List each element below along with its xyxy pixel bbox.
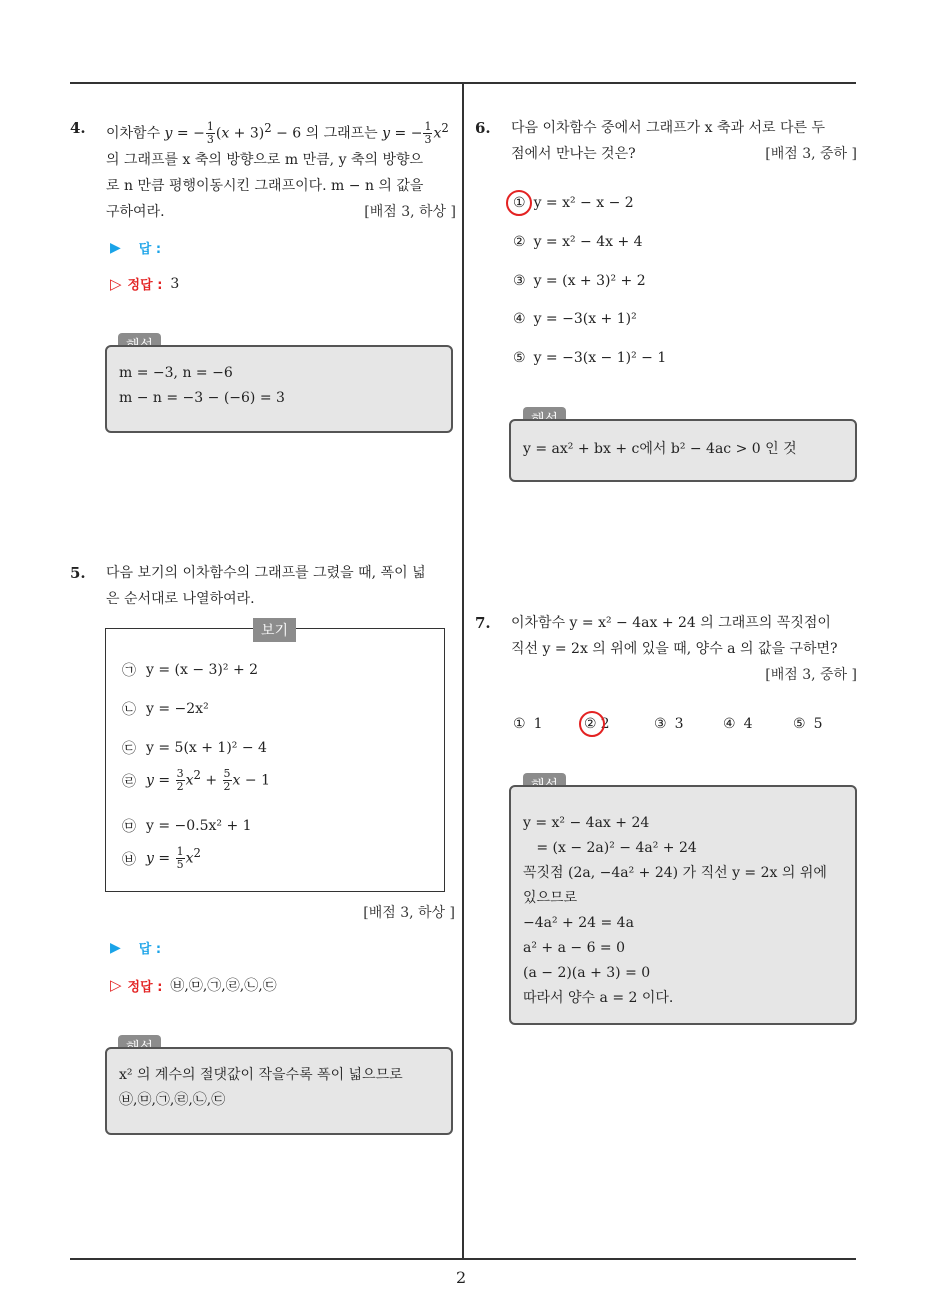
score-meta: [배점 3, 중하 ] xyxy=(765,667,857,683)
solution-line: ㉥,㉤,㉠,㉣,㉡,㉢ xyxy=(119,1092,226,1108)
option-3[interactable] xyxy=(654,716,683,732)
item-expr: y = −2x² xyxy=(146,701,209,717)
solution-line: 꼭짓점 (2a, −4a² + 24) 가 직선 y = 2x 의 위에 xyxy=(523,865,827,881)
solution-box xyxy=(509,785,857,1025)
column-divider xyxy=(462,84,464,1258)
option-expr: y = −3(x − 1)² − 1 xyxy=(533,350,667,366)
problem-text-line: 다음 보기의 이차함수의 그래프를 그렸을 때, 폭이 넓 xyxy=(106,565,426,581)
problem-text-line: 의 그래프는 xyxy=(301,125,383,142)
option-mark: ⑤ xyxy=(793,716,806,732)
solution-line: m − n = −3 − (−6) = 3 xyxy=(119,390,285,406)
solution-line: −4a² + 24 = 4a xyxy=(523,915,634,931)
solution-box xyxy=(105,345,453,433)
solution-line: a² + a − 6 = 0 xyxy=(523,940,626,956)
item-expr: y = $\frac{1}{5}$ $x^2$ xyxy=(146,845,201,872)
outline-triangle-icon: ▷ xyxy=(110,274,122,293)
solution-line: x² 의 계수의 절댓값이 작을수록 폭이 넓으므로 xyxy=(119,1067,403,1083)
problem-number: 7. xyxy=(475,614,491,632)
option-expr: y = (x + 3)² + 2 xyxy=(533,273,646,289)
play-triangle-icon: ▶ xyxy=(110,939,121,956)
problem-text xyxy=(511,115,857,167)
item-expr: y = 5(x + 1)² − 4 xyxy=(146,740,267,756)
score-meta: [배점 3, 하상 ] xyxy=(364,203,456,220)
option-value: 2 xyxy=(600,716,610,732)
problem-text-line: 직선 y = 2x 의 위에 있을 때, 양수 a 의 값을 구하면? xyxy=(511,641,838,657)
answer-label: 답 : xyxy=(138,942,162,957)
selected-circle-icon xyxy=(506,190,532,216)
problem-text-line: 의 그래프를 x 축의 방향으로 m 만큼, y 축의 방향으 xyxy=(106,151,424,168)
item-mark: ㉢ xyxy=(122,741,136,757)
bogi-item xyxy=(122,816,252,836)
option-expr: y = x² − x − 2 xyxy=(533,195,634,211)
option-5[interactable] xyxy=(793,716,822,732)
option-value: 3 xyxy=(674,716,684,732)
solution-line: = (x − 2a)² − 4a² + 24 xyxy=(523,840,697,856)
correct-answer-row xyxy=(110,274,179,293)
option-mark: ① xyxy=(513,195,526,211)
option-4[interactable] xyxy=(723,716,752,732)
problem-text-line: 다음 이차함수 중에서 그래프가 x 축과 서로 다른 두 xyxy=(511,120,825,136)
option-mark: ③ xyxy=(513,273,526,289)
item-mark: ㉡ xyxy=(122,702,136,718)
problem-text-line: 점에서 만나는 것은? xyxy=(511,146,636,162)
option-value: 1 xyxy=(533,716,543,732)
problem-text-line: 이차함수 xyxy=(106,125,165,142)
correct-value: ㉥,㉤,㉠,㉣,㉡,㉢ xyxy=(170,978,277,994)
option-mark: ① xyxy=(513,716,526,732)
correct-label: 정답 : xyxy=(127,979,163,995)
solution-line: y = x² − 4ax + 24 xyxy=(523,815,650,831)
problem-number: 5. xyxy=(70,564,86,582)
solution-line: 따라서 양수 a = 2 이다. xyxy=(523,990,674,1006)
correct-answer-row xyxy=(110,975,277,995)
bogi-item xyxy=(122,699,209,719)
item-mark: ㉤ xyxy=(122,819,136,835)
option-4[interactable] xyxy=(513,311,637,327)
bogi-item xyxy=(122,768,270,793)
solution-box xyxy=(509,419,857,482)
correct-value: 3 xyxy=(170,275,180,292)
solution-line: m = −3, n = −6 xyxy=(119,365,233,381)
item-expr: y = $\frac{3}{2}$ $x^2$ + $\frac{5}{2}$ x − 1 xyxy=(146,767,270,794)
item-mark: ㉠ xyxy=(122,663,136,679)
bogi-item xyxy=(122,660,258,680)
option-mark: ⑤ xyxy=(513,350,526,366)
option-mark: ② xyxy=(513,234,526,250)
correct-label: 정답 : xyxy=(127,278,163,293)
item-mark: ㉣ xyxy=(122,773,136,790)
bogi-item xyxy=(122,738,267,758)
problem-text xyxy=(511,610,857,688)
solution-line: 있으므로 xyxy=(523,890,578,906)
option-1[interactable] xyxy=(513,716,542,732)
option-mark: ③ xyxy=(654,716,667,732)
item-mark: ㉥ xyxy=(122,851,136,868)
option-3[interactable] xyxy=(513,273,646,289)
option-expr: y = x² − 4x + 4 xyxy=(533,234,643,250)
problem-text-line: 은 순서대로 나열하여라. xyxy=(106,591,255,607)
score-meta-row xyxy=(300,900,455,926)
problem-text-line: 구하여라. xyxy=(106,203,165,220)
page-number: 2 xyxy=(456,1268,467,1287)
problem-text: 이차함수 y = − $\frac{1}{3}$ $(x + 3)^2 - 6$ 의 그래프는 y = − $\frac{1}{3}$ $x^2$ 의 그래프를 x 축의 방향으로 m 만큼, y 축의 방향으 로 n 만큼 평행이동시킨 그래프이다. m − n 의 값을 구하여라. [배점 3, 하상 ] xyxy=(106,115,456,225)
option-mark: ④ xyxy=(723,716,736,732)
answer-row xyxy=(110,238,161,257)
item-expr: y = (x − 3)² + 2 xyxy=(146,662,259,678)
option-2[interactable] xyxy=(513,234,643,250)
bogi-tab: 보기 xyxy=(253,618,296,642)
option-expr: y = −3(x + 1)² xyxy=(533,311,637,327)
solution-line: y = ax² + bx + c에서 b² − 4ac > 0 인 것 xyxy=(523,441,797,457)
option-mark: ④ xyxy=(513,311,526,327)
option-mark: ② xyxy=(584,716,597,732)
bogi-item xyxy=(122,846,201,871)
score-meta: [배점 3, 중하 ] xyxy=(765,146,857,162)
problem-text xyxy=(106,560,456,612)
play-triangle-icon: ▶ xyxy=(110,239,121,256)
solution-line: (a − 2)(a + 3) = 0 xyxy=(523,965,651,981)
answer-row xyxy=(110,938,161,957)
solution-box xyxy=(105,1047,453,1135)
answer-label: 답 : xyxy=(138,242,162,257)
problem-text-line: 이차함수 y = x² − 4ax + 24 의 그래프의 꼭짓점이 xyxy=(511,615,831,631)
item-expr: y = −0.5x² + 1 xyxy=(146,818,252,834)
score-meta: [배점 3, 하상 ] xyxy=(363,905,455,921)
option-5[interactable] xyxy=(513,350,666,366)
problem-text-line: 로 n 만큼 평행이동시킨 그래프이다. m − n 의 값을 xyxy=(106,177,424,194)
option-value: 5 xyxy=(813,716,823,732)
selected-circle-icon xyxy=(579,711,605,737)
option-value: 4 xyxy=(743,716,753,732)
outline-triangle-icon: ▷ xyxy=(110,976,122,994)
problem-number: 6. xyxy=(475,119,491,137)
bottom-rule xyxy=(70,1258,856,1260)
problem-number: 4. xyxy=(70,119,86,137)
